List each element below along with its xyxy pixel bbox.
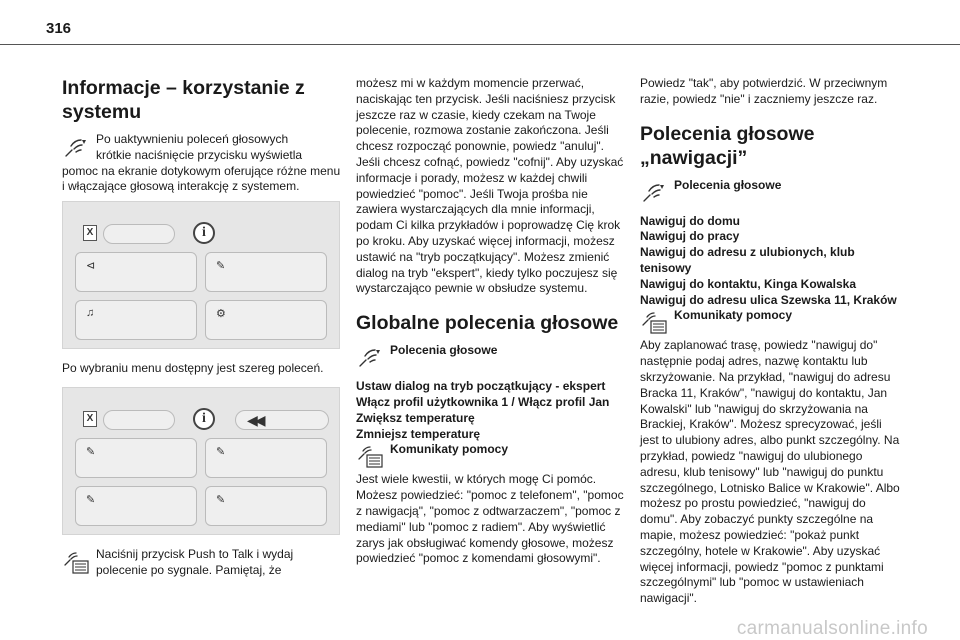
screen-toolbar [75,408,327,432]
screen-toolbar [75,222,327,246]
command-item: Nawiguj do domu [640,213,740,228]
page-number: 316 [46,20,72,37]
rewind-icon[interactable]: ◀◀ [247,411,263,428]
command-item: Włącz profil użytkownika 1 / Włącz profil Jan [356,394,610,409]
menu-tile[interactable] [75,300,197,340]
pen-icon: ✎ [216,493,226,506]
menu-tile[interactable] [75,438,197,478]
navigation-command-list [640,214,902,309]
intro-paragraph-rest: pomoc na ekranie dotykowym oferujące różne menu i włączające głosową interakcję z systemem. [62,163,341,194]
screen-toolbar-bar [103,410,175,430]
close-icon[interactable]: X [83,225,97,241]
messages-label: Komunikaty pomocy [356,442,628,468]
commands-label: Polecenia głosowe [356,343,628,369]
section-title-nawigacji: Polecenia głosowe „nawigacji” [640,122,815,169]
menu-tile[interactable] [75,252,197,292]
menu-tile[interactable] [75,486,197,526]
voice-command-icon [356,346,386,370]
menu-tile[interactable] [205,438,327,478]
messages-paragraph: Aby zaplanować trasę, powiedz "nawiguj do" następnie podaj adres, nazwę kontaktu lub skrzyżowanie. Na przykład, "nawiguj do adresu Bracka 11, Kraków", "nawiguj do kontaktu, Jan Kowalski" lub "nawiguj do skrzyżowania na Brackiej, Kraków". Możesz sprecyzować, jeśli jest to ulubiony adres, albo punkt szczególny. Na przykład, powiedz "nawiguj do ulubionego adresu, klub tenisowy" lub "nawiguj do punktu szczególnego, Lotnisko Balice w Krakowie". Albo możesz po prostu powiedzieć, "nawiguj do domu". Aby zobaczyć punkty szczególne na mapie, możesz powiedzieć: "pokaż punkt szczególny, hotele w Krakowie". Aby uzyskać więcej informacji, powiedz "pomoc z punktami szczególnymi" lub "pomoc w ustawieniach nawigacji". [640,338,900,606]
global-command-list [356,379,628,442]
info-icon[interactable]: i [193,222,215,244]
music-icon: ♫ [86,307,95,320]
messages-paragraph: Jest wiele kwestii, w których mogę Ci pomóc. Możesz powiedzieć: "pomoc z telefonem", "pomoc z nawigacją", "pomoc z odtwarzaczem", "pomoc z mediami" lub "pomoc z radiem". Aby wyświetlić zarys jak obsługiwać komendy głosowe, możesz powiedzieć "pomoc z komendami głosowymi". [356,472,624,566]
command-item: Nawiguj do pracy [640,229,740,244]
pen-icon: ✎ [216,260,226,273]
menu-tile[interactable] [205,300,327,340]
menu-tile[interactable] [205,252,327,292]
confirm-paragraph: Powiedz "tak", aby potwierdzić. W przeciwnym razie, powiedz "nie" i zaczniemy jeszcze raz. [640,76,888,106]
voice-help-icon [356,445,386,469]
voice-command-icon [640,181,670,205]
column-3 [640,76,902,613]
commands-label: Polecenia głosowe [640,178,902,204]
command-item: Nawiguj do kontaktu, Kinga Kowalska [640,276,857,291]
command-item: Zmniejsz temperaturę [356,426,481,441]
info-icon[interactable]: i [193,408,215,430]
intro-paragraph: Po uaktywnieniu poleceń głosowych krótkie naciśnięcie przycisku wyświetla [62,132,344,164]
help-menu-screen-1 [62,201,340,349]
interrupt-paragraph: możesz mi w każdym momencie przerwać, naciskając ten przycisk. Jeśli naciśniesz przycisk jeszcze raz w czasie, kiedy czekam na Twoje polecenie, rozmowa zostanie zakończona. Jeśli chcesz rozpocząć ponownie, powiedz "anuluj". Jeśli chcesz cofnąć, powiedz "cofnij". Aby uzyskać informacje i porady, możesz w każdej chwili powiedzieć "pomoc". Jeśli Twoja prośba nie zawiera wystarczających dla mnie informacji, podam Ci kilka przykładów i poprowadzę Cię krok po kroku. Aby uzyskać więcej informacji, możesz ustawić na "tryb początkujący". Możesz zmienić dialog na tryb "ekspert", kiedy tylko poczujesz się wystarczająco pewnie w obsłudze systemu. [356,76,624,296]
settings-icon: ⚙ [216,308,226,321]
header-rule [0,44,960,45]
help-menu-screen-2 [62,387,340,535]
section-title-globalne: Globalne polecenia głosowe [356,312,619,335]
navigation-icon: ⊲ [86,260,96,273]
menu-tile[interactable] [205,486,327,526]
column-1 [62,76,344,581]
pen-icon: ✎ [86,493,96,506]
command-item: Zwiększ temperaturę [356,410,475,425]
voice-command-icon [62,136,92,160]
push-to-talk-paragraph: Naciśnij przycisk Push to Talk i wydaj polecenie po sygnale. Pamiętaj, że [62,547,344,579]
pen-icon: ✎ [216,445,226,458]
voice-help-icon [640,311,670,335]
close-icon[interactable]: X [83,411,97,427]
screen-toolbar-bar [103,224,175,244]
after-screen-paragraph: Po wybraniu menu dostępny jest szereg poleceń. [62,361,324,376]
pen-icon: ✎ [86,445,96,458]
section-title-informacje: Informacje – korzystanie z systemu [62,77,305,123]
command-item: Ustaw dialog na tryb początkujący - ekspert [356,379,606,394]
column-2 [356,76,628,573]
voice-help-icon [62,551,92,575]
command-item: Nawiguj do adresu ulica Szewska 11, Kraków [640,292,897,307]
command-item: Nawiguj do adresu z ulubionych, klub tenisowy [640,245,855,275]
messages-label: Komunikaty pomocy [640,308,902,334]
watermark: carmanualsonline.info [736,618,928,639]
